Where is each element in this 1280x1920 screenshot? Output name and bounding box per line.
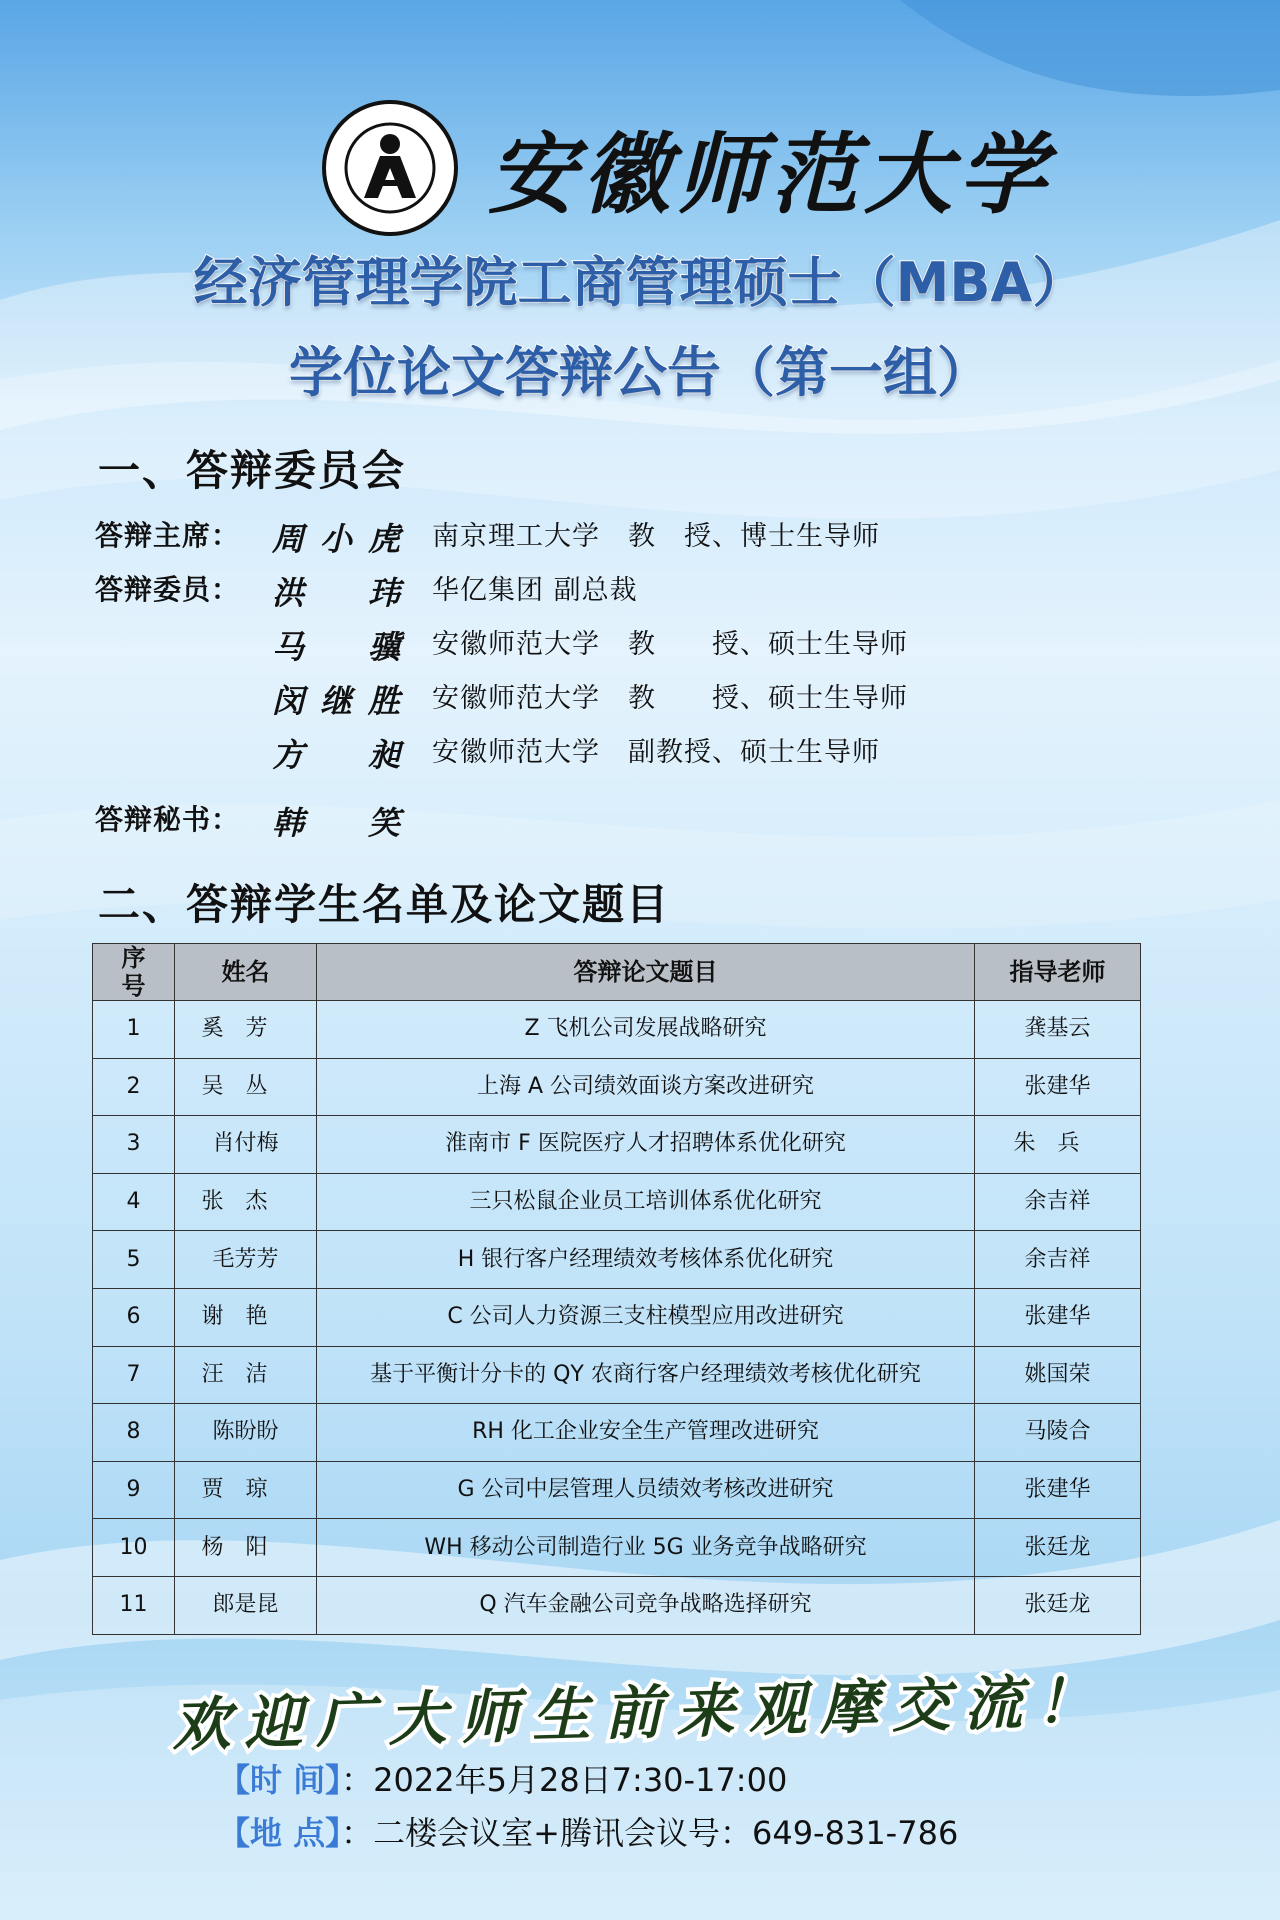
table-row: [93, 1461, 1141, 1519]
event-place: [218, 1808, 958, 1854]
cell-advisor: 张廷龙: [975, 1519, 1141, 1577]
table-row: [93, 1001, 1141, 1059]
committee-chair-row: [0, 514, 1280, 558]
table-row: [93, 1404, 1141, 1462]
cell-advisor: 张建华: [975, 1058, 1141, 1116]
cell-name: 肖付梅: [175, 1116, 317, 1174]
cell-no: 7: [93, 1346, 175, 1404]
cell-name: 谢艳: [175, 1288, 317, 1346]
cell-advisor: 张廷龙: [975, 1576, 1141, 1634]
table-row: [93, 1519, 1141, 1577]
cell-advisor: 张建华: [975, 1461, 1141, 1519]
member-name: 马骥: [272, 628, 400, 666]
cell-name: 汪洁: [175, 1346, 317, 1404]
cell-thesis: RH 化工企业安全生产管理改进研究: [317, 1404, 975, 1462]
header-thesis: 答辩论文题目: [317, 944, 975, 1001]
cell-name: 张杰: [175, 1173, 317, 1231]
member-name: 闵继胜: [272, 682, 400, 720]
cell-advisor: 余吉祥: [975, 1231, 1141, 1289]
cell-no: 2: [93, 1058, 175, 1116]
cell-name: 贾琼: [175, 1461, 317, 1519]
cell-advisor: 马陵合: [975, 1404, 1141, 1462]
students-heading: 二、答辩学生名单及论文题目: [98, 880, 671, 929]
cell-advisor: 朱兵: [975, 1116, 1141, 1174]
table-row: [93, 1116, 1141, 1174]
cell-thesis: 上海 A 公司绩效面谈方案改进研究: [317, 1058, 975, 1116]
cell-advisor: 余吉祥: [975, 1173, 1141, 1231]
student-thesis-table: [92, 943, 1141, 1635]
member-desc: 安徽师范大学 副教授、硕士生导师: [432, 737, 880, 768]
university-name: 安徽师范大学: [488, 122, 1053, 226]
member-desc: 华亿集团 副总裁: [432, 575, 638, 606]
title-line-2: 学位论文答辩公告（第一组）: [289, 341, 991, 404]
cell-no: 1: [93, 1001, 175, 1059]
member-name: 方昶: [272, 736, 400, 774]
cell-no: 4: [93, 1173, 175, 1231]
table-header-row: [93, 944, 1141, 1001]
cell-thesis: Q 汽车金融公司竞争战略选择研究: [317, 1576, 975, 1634]
cell-thesis: 淮南市 F 医院医疗人才招聘体系优化研究: [317, 1116, 975, 1174]
cell-name: 毛芳芳: [175, 1231, 317, 1289]
cell-thesis: G 公司中层管理人员绩效考核改进研究: [317, 1461, 975, 1519]
chair-name: 周小虎: [272, 520, 400, 558]
table-row: [93, 1576, 1141, 1634]
cell-name: 郎是昆: [175, 1576, 317, 1634]
table-row: [93, 1346, 1141, 1404]
table-row: [93, 1058, 1141, 1116]
place-label: 【地 点】: [218, 1814, 342, 1852]
cell-name: 奚芳: [175, 1001, 317, 1059]
cell-thesis: C 公司人力资源三支柱模型应用改进研究: [317, 1288, 975, 1346]
committee-member-row: [0, 622, 1280, 666]
cell-advisor: 龚基云: [975, 1001, 1141, 1059]
cell-no: 9: [93, 1461, 175, 1519]
cell-advisor: 姚国荣: [975, 1346, 1141, 1404]
cell-thesis: H 银行客户经理绩效考核体系优化研究: [317, 1231, 975, 1289]
cell-thesis: Z 飞机公司发展战略研究: [317, 1001, 975, 1059]
university-logo-icon: [320, 98, 460, 238]
table-row: [93, 1288, 1141, 1346]
cell-advisor: 张建华: [975, 1288, 1141, 1346]
table-row: [93, 1173, 1141, 1231]
cell-thesis: 三只松鼠企业员工培训体系优化研究: [317, 1173, 975, 1231]
committee-secretary-row: [0, 798, 1280, 842]
cell-name: 杨阳: [175, 1519, 317, 1577]
cell-no: 10: [93, 1519, 175, 1577]
cell-no: 3: [93, 1116, 175, 1174]
member-desc: 安徽师范大学 教 授、硕士生导师: [432, 683, 908, 714]
time-value: ：2022年5月28日7:30-17:00: [341, 1761, 788, 1799]
table-row: [93, 1231, 1141, 1289]
cell-no: 11: [93, 1576, 175, 1634]
committee-member-row: [0, 730, 1280, 774]
place-value: ：二楼会议室+腾讯会议号：649-831-786: [341, 1814, 959, 1852]
chair-label: 答辩主席：: [95, 519, 241, 552]
committee-member-row: [0, 676, 1280, 720]
time-label: 【时 间】: [218, 1761, 342, 1799]
committee-heading: 一、答辩委员会: [98, 446, 407, 495]
title-line-1: 经济管理学院工商管理硕士（MBA）: [193, 251, 1087, 314]
cell-thesis: 基于平衡计分卡的 QY 农商行客户经理绩效考核优化研究: [317, 1346, 975, 1404]
event-time: [218, 1755, 787, 1801]
secretary-name: 韩笑: [272, 804, 400, 842]
member-desc: 安徽师范大学 教 授、硕士生导师: [432, 629, 908, 660]
committee-member-row: [0, 568, 1280, 612]
cell-name: 吴丛: [175, 1058, 317, 1116]
header-no: 序号: [93, 944, 175, 1001]
header-advisor: 指导老师: [975, 944, 1141, 1001]
secretary-label: 答辩秘书：: [95, 803, 241, 836]
member-label: 答辩委员：: [95, 573, 241, 606]
cell-thesis: WH 移动公司制造行业 5G 业务竞争战略研究: [317, 1519, 975, 1577]
welcome-slogan: 欢迎广大师生前来观摩交流！: [171, 1666, 1109, 1760]
member-name: 洪玮: [272, 574, 400, 612]
cell-name: 陈盼盼: [175, 1404, 317, 1462]
header-name: 姓名: [175, 944, 317, 1001]
university-header: [320, 88, 1052, 248]
cell-no: 8: [93, 1404, 175, 1462]
cell-no: 5: [93, 1231, 175, 1289]
chair-desc: 南京理工大学 教 授、博士生导师: [432, 521, 880, 552]
cell-no: 6: [93, 1288, 175, 1346]
